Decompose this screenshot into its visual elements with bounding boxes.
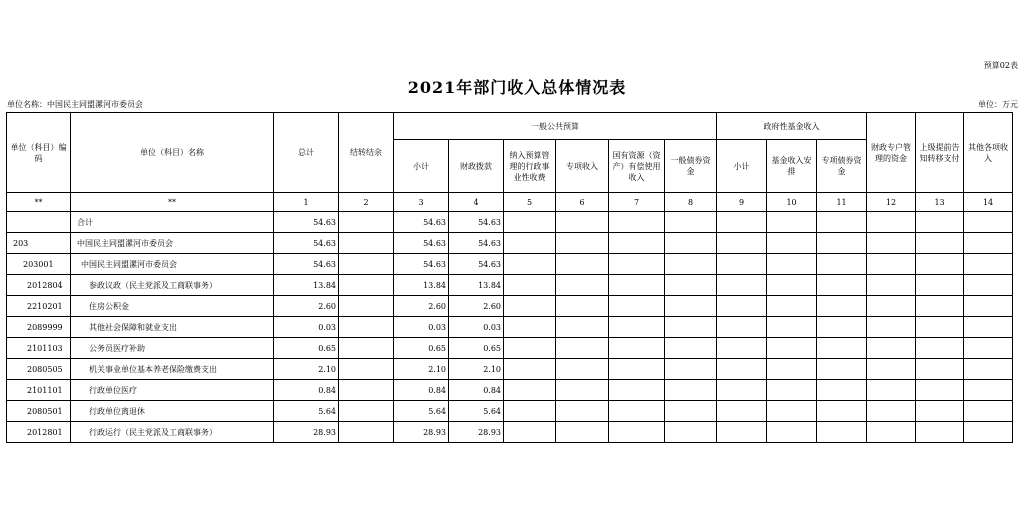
page-title: 2021年部门收入总体情况表 xyxy=(407,78,627,97)
row-empty-cell xyxy=(916,380,964,401)
row-empty-cell xyxy=(556,296,609,317)
row-gb-subtotal: 28.93 xyxy=(394,422,449,443)
row-gb-subtotal: 54.63 xyxy=(394,233,449,254)
row-gb-fiscal: 54.63 xyxy=(449,212,504,233)
row-gb-fiscal: 2.10 xyxy=(449,359,504,380)
row-empty-cell xyxy=(717,338,767,359)
row-empty-cell xyxy=(665,212,717,233)
row-code: 2101101 xyxy=(7,380,71,401)
row-total: 2.60 xyxy=(274,296,339,317)
table-row xyxy=(7,233,1013,254)
row-empty-cell xyxy=(504,275,556,296)
row-empty-cell xyxy=(609,212,665,233)
row-empty-cell xyxy=(867,380,916,401)
row-gb-fiscal: 0.03 xyxy=(449,317,504,338)
header-gf-subtotal: 小计 xyxy=(717,140,767,193)
row-empty-cell xyxy=(964,380,1013,401)
row-empty-cell xyxy=(717,233,767,254)
row-empty-cell xyxy=(767,338,817,359)
header-gb-subtotal: 小计 xyxy=(394,140,449,193)
row-empty-cell xyxy=(817,233,867,254)
row-empty-cell xyxy=(609,254,665,275)
row-empty-cell xyxy=(916,254,964,275)
row-empty-cell xyxy=(964,359,1013,380)
table-row xyxy=(7,275,1013,296)
table-row xyxy=(7,212,1013,233)
row-empty-cell xyxy=(964,317,1013,338)
row-gb-subtotal: 54.63 xyxy=(394,254,449,275)
row-empty-cell xyxy=(504,380,556,401)
row-empty-cell xyxy=(504,212,556,233)
row-carryover xyxy=(339,380,394,401)
row-name: 行政单位离退休 xyxy=(71,401,274,422)
row-empty-cell xyxy=(817,317,867,338)
row-total: 54.63 xyxy=(274,212,339,233)
row-empty-cell xyxy=(767,233,817,254)
row-empty-cell xyxy=(916,422,964,443)
column-number: 7 xyxy=(609,193,665,212)
row-empty-cell xyxy=(665,380,717,401)
row-empty-cell xyxy=(504,401,556,422)
row-empty-cell xyxy=(717,254,767,275)
row-empty-cell xyxy=(504,254,556,275)
row-empty-cell xyxy=(964,254,1013,275)
row-empty-cell xyxy=(916,296,964,317)
row-empty-cell xyxy=(556,401,609,422)
row-empty-cell xyxy=(665,254,717,275)
row-carryover xyxy=(339,296,394,317)
row-gb-subtotal: 54.63 xyxy=(394,212,449,233)
row-empty-cell xyxy=(609,338,665,359)
row-empty-cell xyxy=(767,296,817,317)
column-number: 14 xyxy=(964,193,1013,212)
row-empty-cell xyxy=(767,212,817,233)
row-empty-cell xyxy=(665,296,717,317)
row-carryover xyxy=(339,359,394,380)
row-total: 54.63 xyxy=(274,254,339,275)
row-gb-subtotal: 2.10 xyxy=(394,359,449,380)
header-gb-bond: 一般债券资金 xyxy=(665,140,717,193)
row-empty-cell xyxy=(867,317,916,338)
column-number: 12 xyxy=(867,193,916,212)
unit-name-label: 单位名称：中国民主同盟漯河市委员会 xyxy=(7,100,143,109)
row-empty-cell xyxy=(867,338,916,359)
row-empty-cell xyxy=(964,296,1013,317)
row-name: 中国民主同盟漯河市委员会 xyxy=(71,233,274,254)
row-empty-cell xyxy=(665,233,717,254)
row-empty-cell xyxy=(717,401,767,422)
row-empty-cell xyxy=(665,275,717,296)
header-other: 其他各项收入 xyxy=(964,113,1013,193)
row-empty-cell xyxy=(964,401,1013,422)
row-empty-cell xyxy=(817,296,867,317)
row-gb-fiscal: 0.65 xyxy=(449,338,504,359)
header-gov-fund: 政府性基金收入 xyxy=(717,113,867,140)
row-gb-fiscal: 54.63 xyxy=(449,233,504,254)
row-empty-cell xyxy=(609,380,665,401)
row-empty-cell xyxy=(767,317,817,338)
table-row xyxy=(7,422,1013,443)
column-number: 8 xyxy=(665,193,717,212)
row-carryover xyxy=(339,254,394,275)
column-number: 11 xyxy=(817,193,867,212)
row-empty-cell xyxy=(867,359,916,380)
row-carryover xyxy=(339,422,394,443)
row-empty-cell xyxy=(916,233,964,254)
row-empty-cell xyxy=(817,338,867,359)
row-empty-cell xyxy=(609,233,665,254)
row-empty-cell xyxy=(916,317,964,338)
row-empty-cell xyxy=(817,275,867,296)
header-gb-admin-fee: 纳入预算管理的行政事业性收费 xyxy=(504,140,556,193)
row-empty-cell xyxy=(609,422,665,443)
row-empty-cell xyxy=(817,422,867,443)
column-number: 1 xyxy=(274,193,339,212)
row-total: 5.64 xyxy=(274,401,339,422)
column-number: 6 xyxy=(556,193,609,212)
row-code: 203001 xyxy=(7,254,71,275)
row-empty-cell xyxy=(665,359,717,380)
row-empty-cell xyxy=(964,422,1013,443)
row-gb-subtotal: 0.65 xyxy=(394,338,449,359)
row-empty-cell xyxy=(609,296,665,317)
row-empty-cell xyxy=(609,401,665,422)
row-empty-cell xyxy=(817,380,867,401)
table-header xyxy=(7,113,1013,212)
table-body xyxy=(7,212,1013,443)
row-empty-cell xyxy=(767,359,817,380)
row-empty-cell xyxy=(717,212,767,233)
row-empty-cell xyxy=(717,359,767,380)
header-name: 单位（科目）名称 xyxy=(71,113,274,193)
row-name: 其他社会保障和就业支出 xyxy=(71,317,274,338)
row-empty-cell xyxy=(817,212,867,233)
row-empty-cell xyxy=(767,275,817,296)
income-table xyxy=(6,112,1013,443)
header-code: 单位（科目）编码 xyxy=(7,113,71,193)
row-empty-cell xyxy=(767,422,817,443)
row-empty-cell xyxy=(964,233,1013,254)
row-gb-subtotal: 13.84 xyxy=(394,275,449,296)
row-empty-cell xyxy=(609,359,665,380)
row-code: 2210201 xyxy=(7,296,71,317)
table-row xyxy=(7,254,1013,275)
row-total: 0.03 xyxy=(274,317,339,338)
row-empty-cell xyxy=(717,317,767,338)
header-gf-arranged: 基金收入安排 xyxy=(767,140,817,193)
row-empty-cell xyxy=(916,359,964,380)
row-gb-fiscal: 5.64 xyxy=(449,401,504,422)
row-carryover xyxy=(339,401,394,422)
row-name: 行政运行（民主党派及工商联事务） xyxy=(71,422,274,443)
row-gb-subtotal: 0.84 xyxy=(394,380,449,401)
header-carryover: 结转结余 xyxy=(339,113,394,193)
table-number-label: 预算02表 xyxy=(983,61,1018,70)
row-empty-cell xyxy=(964,275,1013,296)
row-empty-cell xyxy=(556,422,609,443)
column-number: 5 xyxy=(504,193,556,212)
row-carryover xyxy=(339,233,394,254)
row-empty-cell xyxy=(867,296,916,317)
row-empty-cell xyxy=(817,401,867,422)
row-empty-cell xyxy=(556,212,609,233)
column-number: 2 xyxy=(339,193,394,212)
row-code: 203 xyxy=(7,233,71,254)
row-empty-cell xyxy=(964,338,1013,359)
header-fin-special: 财政专户管理的资金 xyxy=(867,113,916,193)
row-gb-fiscal: 13.84 xyxy=(449,275,504,296)
row-name: 合计 xyxy=(71,212,274,233)
row-empty-cell xyxy=(665,338,717,359)
table-row xyxy=(7,359,1013,380)
row-empty-cell xyxy=(916,401,964,422)
row-code: 2101103 xyxy=(7,338,71,359)
row-gb-subtotal: 2.60 xyxy=(394,296,449,317)
header-gb-fiscal: 财政拨款 xyxy=(449,140,504,193)
row-name: 机关事业单位基本养老保险缴费支出 xyxy=(71,359,274,380)
row-code: 2012801 xyxy=(7,422,71,443)
row-code: 2089999 xyxy=(7,317,71,338)
row-empty-cell xyxy=(504,296,556,317)
header-gb-state-asset: 国有资源（资产）有偿使用收入 xyxy=(609,140,665,193)
header-advance: 上级提前告知转移支付 xyxy=(916,113,964,193)
table-row xyxy=(7,401,1013,422)
row-empty-cell xyxy=(504,233,556,254)
row-code: 2080501 xyxy=(7,401,71,422)
row-empty-cell xyxy=(556,233,609,254)
row-empty-cell xyxy=(817,359,867,380)
table-row xyxy=(7,380,1013,401)
header-star-name: ** xyxy=(71,193,274,212)
row-empty-cell xyxy=(964,212,1013,233)
column-number: 13 xyxy=(916,193,964,212)
row-empty-cell xyxy=(504,338,556,359)
row-total: 0.65 xyxy=(274,338,339,359)
row-empty-cell xyxy=(717,296,767,317)
row-empty-cell xyxy=(767,254,817,275)
row-empty-cell xyxy=(916,212,964,233)
header-star-code: ** xyxy=(7,193,71,212)
row-empty-cell xyxy=(556,317,609,338)
header-gb-special: 专项收入 xyxy=(556,140,609,193)
row-total: 54.63 xyxy=(274,233,339,254)
row-code: 2012804 xyxy=(7,275,71,296)
row-total: 13.84 xyxy=(274,275,339,296)
row-carryover xyxy=(339,338,394,359)
row-empty-cell xyxy=(504,422,556,443)
column-number: 3 xyxy=(394,193,449,212)
column-number: 4 xyxy=(449,193,504,212)
row-name: 行政单位医疗 xyxy=(71,380,274,401)
row-empty-cell xyxy=(867,254,916,275)
row-empty-cell xyxy=(504,359,556,380)
row-carryover xyxy=(339,317,394,338)
row-empty-cell xyxy=(717,275,767,296)
row-carryover xyxy=(339,275,394,296)
column-number: 10 xyxy=(767,193,817,212)
money-unit-label: 单位：万元 xyxy=(978,100,1018,109)
table-row xyxy=(7,317,1013,338)
table-row xyxy=(7,296,1013,317)
row-gb-fiscal: 2.60 xyxy=(449,296,504,317)
row-empty-cell xyxy=(717,422,767,443)
row-empty-cell xyxy=(665,317,717,338)
row-name: 公务员医疗补助 xyxy=(71,338,274,359)
row-empty-cell xyxy=(556,338,609,359)
row-empty-cell xyxy=(609,317,665,338)
row-empty-cell xyxy=(817,254,867,275)
row-code: 2080505 xyxy=(7,359,71,380)
row-empty-cell xyxy=(867,422,916,443)
row-gb-subtotal: 0.03 xyxy=(394,317,449,338)
row-empty-cell xyxy=(556,380,609,401)
row-gb-fiscal: 54.63 xyxy=(449,254,504,275)
row-code xyxy=(7,212,71,233)
row-name: 参政议政（民主党派及工商联事务） xyxy=(71,275,274,296)
header-gf-special-bond: 专项债券资金 xyxy=(817,140,867,193)
row-empty-cell xyxy=(665,422,717,443)
row-empty-cell xyxy=(556,254,609,275)
row-gb-subtotal: 5.64 xyxy=(394,401,449,422)
row-empty-cell xyxy=(504,317,556,338)
row-empty-cell xyxy=(916,275,964,296)
header-general-budget: 一般公共预算 xyxy=(394,113,717,140)
row-gb-fiscal: 28.93 xyxy=(449,422,504,443)
header-total: 总计 xyxy=(274,113,339,193)
row-empty-cell xyxy=(867,233,916,254)
row-empty-cell xyxy=(665,401,717,422)
row-name: 住房公积金 xyxy=(71,296,274,317)
row-total: 0.84 xyxy=(274,380,339,401)
row-total: 28.93 xyxy=(274,422,339,443)
row-empty-cell xyxy=(556,359,609,380)
row-empty-cell xyxy=(609,275,665,296)
row-empty-cell xyxy=(867,401,916,422)
row-name: 中国民主同盟漯河市委员会 xyxy=(71,254,274,275)
row-empty-cell xyxy=(867,212,916,233)
row-total: 2.10 xyxy=(274,359,339,380)
row-empty-cell xyxy=(867,275,916,296)
row-empty-cell xyxy=(717,380,767,401)
row-empty-cell xyxy=(767,401,817,422)
row-gb-fiscal: 0.84 xyxy=(449,380,504,401)
row-empty-cell xyxy=(556,275,609,296)
row-carryover xyxy=(339,212,394,233)
row-empty-cell xyxy=(767,380,817,401)
row-empty-cell xyxy=(916,338,964,359)
column-number: 9 xyxy=(717,193,767,212)
table-row xyxy=(7,338,1013,359)
